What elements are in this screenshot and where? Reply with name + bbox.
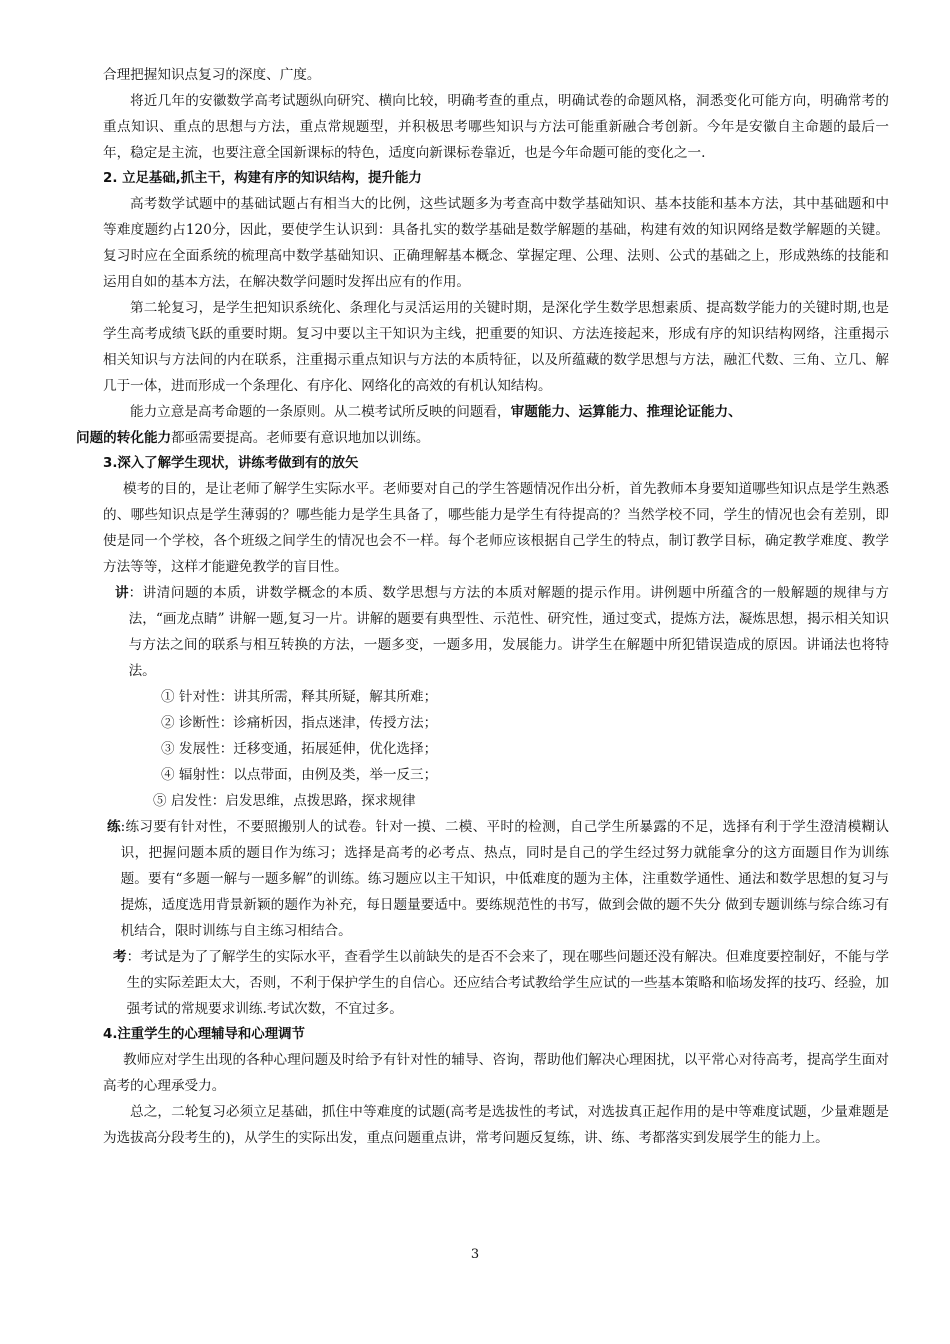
ability-bold-1: 审题能力、运算能力、推理论证能力、 [510,404,742,420]
ability-text-end: 都亟需要提高。老师要有意识地加以训练。 [171,430,430,446]
teaching-principles-list [153,684,889,814]
list-item: ④ 辐射性：以点带面，由例及类，举一反三； [161,767,438,783]
paragraph-round2: 第二轮复习，是学生把知识系统化、条理化与灵活运用的关键时期，是深化学生数学思想素质、提高数学能力的关键时期,也是学生高考成绩飞跃的重要时期。复习中要以主干知识为主线，把重要的知识、方法连接起来，形成有序的知识结构网络，注重揭示相关知识与方法间的内在联系，注重揭示重点知识与方法的本质特征，以及所蕴藏的数学思想与方法，融汇代数、三角、立几、解几于一体，进而形成一个条理化、有序化、网络化的高效的有机认知结构。 [103,300,889,394]
list-item: ⑤ 启发性：启发思维，点拨思路，探求规律 [153,793,416,809]
paragraph-mock: 模考的目的，是让老师了解学生实际水平。老师要对自己的学生答题情况作出分析，首先教师本身要知道哪些知识点是学生熟悉的、哪些知识点是学生薄弱的？哪些能力是学生具备了，哪些能力是学生有待提高的？当然学校不同，学生的情况也会有差别，即使是同一个学校，各个班级之间学生的情况也会不一样。每个老师应该根据自己学生的特点，制订教学目标，确定教学难度、教学方法等等，这样才能避免教学的盲目性。 [103,481,889,575]
list-item: ② 诊断性：诊痛析因，指点迷津，传授方法； [161,715,438,731]
ability-text-start: 能力立意是高考命题的一条原则。从二模考试所反映的问题看， [130,404,511,420]
paragraph-basics: 高考数学试题中的基础试题占有相当大的比例，这些试题多为考查高中数学基础知识、基本技能和基本方法，其中基础题和中等难度题约占120分，因此，要使学生认识到：具备扎实的数学基础是数学解题的基础，构建有效的知识网络是数学解题的关键。复习时应在全面系统的梳理高中数学基础知识、正确理解基本概念、掌握定理、公理、法则、公式的基础之上，形成熟练的技能和运用自如的基本方法，在解决数学问题时发挥出应有的作用。 [103,196,889,290]
jiang-block [115,580,889,684]
jiang-label: 讲 [115,585,129,601]
paragraph-psych: 教师应对学生出现的各种心理问题及时给予有针对性的辅导、咨询，帮助他们解决心理困扰，以平常心对待高考，提高学生面对高考的心理承受力。 [103,1052,889,1094]
lian-block [107,814,889,944]
document-body [76,62,889,1151]
heading-section-2: 2. 立足基础,抓主干，构建有序的知识结构，提升能力 [103,171,422,186]
jiang-text: ：讲清问题的本质，讲数学概念的本质、数学思想与方法的本质对解题的提示作用。讲例题中所蕴含的一般解题的规律与方法，“画龙点睛” 讲解一题,复习一片。讲解的题要有典型性、示范性、研究性，通过变式，提炼方法，凝炼思想，揭示相关知识与方法之间的联系与相互转换的方法，一题多变，一题多用，发展能力。讲学生在解题中所犯错误造成的原因。讲诵法也将特法。 [128,585,889,679]
kao-block [113,944,889,1022]
lian-label: 练 [107,819,121,835]
ability-bold-2: 问题的转化能力 [76,430,172,446]
paragraph-anhui: 将近几年的安徽数学高考试题纵向研究、横向比较，明确考查的重点，明确试卷的命题风格，洞悉变化可能方向，明确常考的重点知识、重点的思想与方法，重点常规题型，并积极思考哪些知识与方法可能重新融合考创新。今年是安徽自主命题的最后一年，稳定是主流，也要注意全国新课标的特色，适度向新课标卷靠近，也是今年命题可能的变化之一. [103,93,889,161]
kao-text: ：考试是为了了解学生的实际水平，查看学生以前缺失的是否不会来了，现在哪些问题还没有解决。但难度要控制好，不能与学生的实际差距太大，否则，不利于保护学生的自信心。还应结合考试教给学生应试的一些基本策略和临场发挥的技巧、经验，加强考试的常规要求训练.考试次数，不宜过多。 [126,949,889,1017]
heading-section-3: 3.深入了解学生现状，讲练考做到有的放矢 [103,456,359,471]
page-number: 3 [470,1247,480,1262]
list-item: ③ 发展性：迁移变通，拓展延伸，优化选择； [161,741,438,757]
kao-label: 考 [113,949,127,965]
paragraph-summary: 总之，二轮复习必须立足基础，抓住中等难度的试题(高考是选拔性的考试，对选拔真正起作用的是中等难度试题，少量难题是为选拔高分段考生的)，从学生的实际出发，重点问题重点讲，常考问题反复练，讲、练、考都落实到发展学生的能力上。 [103,1104,889,1146]
paragraph-intro-end: 合理把握知识点复习的深度、广度。 [103,67,321,83]
heading-section-4: 4.注重学生的心理辅导和心理调节 [103,1027,305,1042]
lian-text: :练习要有针对性，不要照搬别人的试卷。针对一摸、二模、平时的检测，自己学生所暴露的不足，选择有利于学生澄清模糊认识，把握问题本质的题目作为练习；选择是高考的必考点、热点，同时是自己的学生经过努力就能拿分的这方面题目作为训练题。要有“多题一解与一题多解”的训练。练习题应以主干知识，中低难度的题为主体，注重数学通性、通法和数学思想的复习与提炼，适度选用背景新颖的题作为补充，每日题量要适中。要练规范性的书写，做到会做的题不失分 做到专题训练与综合练习有机结合，限时训练与自主练习相结合。 [120,819,889,939]
paragraph-ability [76,399,889,451]
list-item: ① 针对性：讲其所需，释其所疑，解其所难； [161,689,438,705]
